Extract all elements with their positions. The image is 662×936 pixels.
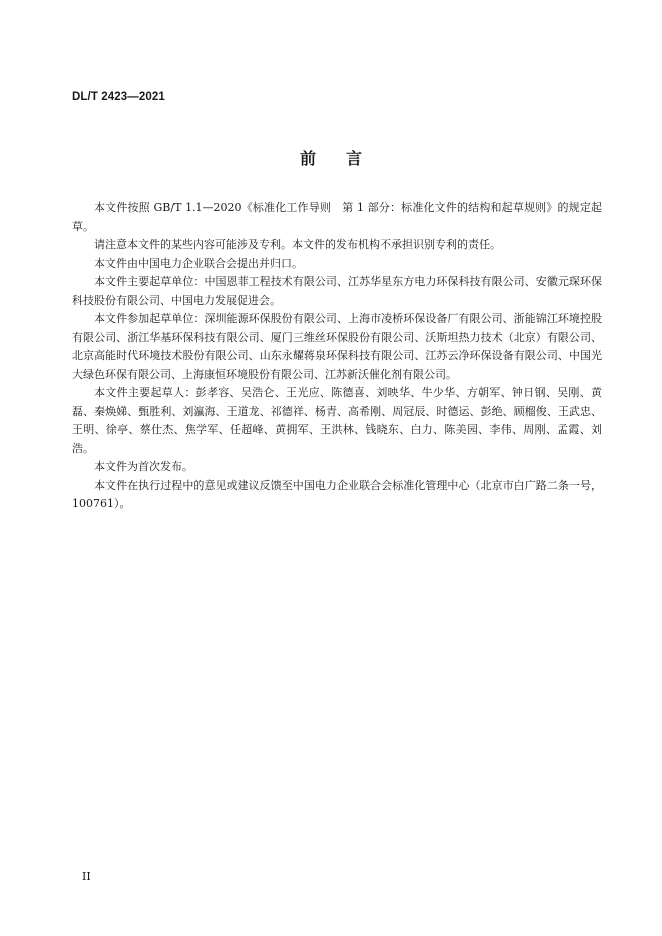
paragraph-participating-units: 本文件参加起草单位：深圳能源环保股份有限公司、上海市凌桥环保设备厂有限公司、浙能锦江环境控股有限公司、浙江华基环保科技有限公司、厦门三维丝环保股份有限公司、沃斯坦热力技术（北京）有限公司、北京高能时代环境技术股份有限公司、山东永耀蒋泉环保科技有限公司、江苏云净环保设备有限公司、中国光大绿色环保有限公司、上海康恒环境股份有限公司、江苏新沃催化剂有限公司。 — [72, 312, 602, 381]
paragraph-main-drafting-units: 本文件主要起草单位：中国恩菲工程技术有限公司、江苏华星东方电力环保科技有限公司、安徽元琛环保科技股份有限公司、中国电力发展促进会。 — [72, 275, 602, 307]
paragraph-drafting-rules: 本文件按照 GB/T 1.1—2020《标准化工作导则 第 1 部分：标准化文件的结构和起草规则》的规定起草。 — [72, 201, 602, 233]
page-title: 前言 — [299, 149, 392, 168]
paragraph-main-drafters: 本文件主要起草人：彭孝容、吴浩仑、王光应、陈德喜、刘映华、牛少华、方朝军、钟日钢、吴刚、黄磊、秦焕娣、甄胜利、刘瀛海、王道龙、祁德祥、杨青、高希刚、周冠辰、时德运、彭绝、顾榴俊、王武忠、王明、徐亭、蔡仕杰、焦学军、任超峰、黄拥军、王洪林、钱晓东、白力、陈美园、李伟、周刚、孟霞、刘浩。 — [72, 386, 602, 455]
paragraph-first-release: 本文件为首次发布。 — [94, 460, 193, 473]
document-code: DL/T 2423—2021 — [72, 91, 165, 103]
paragraph-proposer: 本文件由中国电力企业联合会提出并归口。 — [94, 256, 303, 270]
page-number: II — [82, 870, 91, 883]
paragraph-patent-notice: 请注意本文件的某些内容可能涉及专利。本文件的发布机构不承担识别专利的责任。 — [94, 238, 501, 251]
document-body — [72, 199, 602, 514]
paragraph-feedback: 本文件在执行过程中的意见或建议反馈至中国电力企业联合会标准化管理中心（北京市白广路二条一号，100761）。 — [72, 478, 602, 510]
